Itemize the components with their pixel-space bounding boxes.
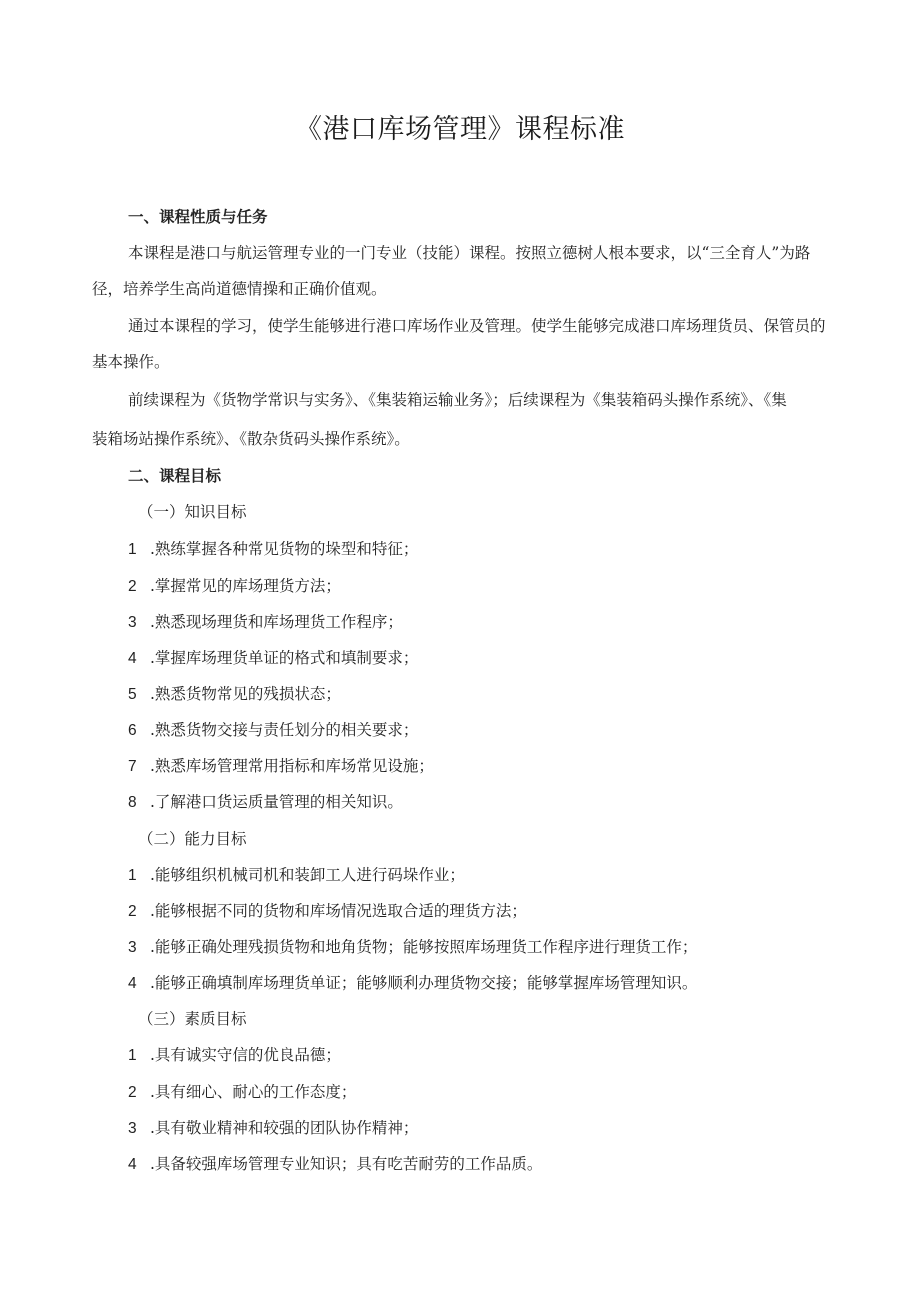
list-item: 4 .具备较强库场管理专业知识；具有吃苦耐劳的工作品质。 [128,1155,543,1173]
paragraph-line: 基本操作。 [92,353,170,371]
document-title: 《港口库场管理》课程标准 [295,114,625,145]
list-item: 2 .能够根据不同的货物和库场情况选取合适的理货方法； [128,902,527,920]
list-item: 8 .了解港口货运质量管理的相关知识。 [128,793,403,811]
list-item: 2 .具有细心、耐心的工作态度； [128,1083,357,1101]
list-item: 1 .熟练掌握各种常见货物的垛型和特征； [128,540,419,558]
list-item: 1 .具有诚实守信的优良品德； [128,1046,341,1064]
subsection-heading-knowledge: （一）知识目标 [138,503,247,521]
paragraph-line: 前续课程为《货物学常识与实务》、《集装箱运输业务》；后续课程为《集装箱码头操作系统》、《集 [128,391,787,409]
paragraph-line: 本课程是港口与航运管理专业的一门专业（技能）课程。按照立德树人根本要求，以“三全育人”为路 [128,244,811,262]
list-item: 2 .掌握常见的库场理货方法； [128,577,341,595]
paragraph-line: 装箱场站操作系统》、《散杂货码头操作系统》。 [92,430,410,448]
list-item: 1 .能够组织机械司机和装卸工人进行码垛作业； [128,866,465,884]
paragraph-line: 径，培养学生高尚道德情操和正确价值观。 [92,280,387,298]
list-item: 3 .能够正确处理残损货物和地角货物；能够按照库场理货工作程序进行理货工作； [128,938,698,956]
list-item: 5 .熟悉货物常见的残损状态； [128,685,341,703]
list-item: 4 .掌握库场理货单证的格式和填制要求； [128,649,419,667]
subsection-heading-quality: （三）素质目标 [138,1010,247,1028]
subsection-heading-ability: （二）能力目标 [138,830,247,848]
section-heading: 一、课程性质与任务 [128,207,268,226]
section-heading: 二、课程目标 [128,466,222,485]
paragraph-line: 通过本课程的学习，使学生能够进行港口库场作业及管理。使学生能够完成港口库场理货员、保管员的 [128,317,826,335]
list-item: 7 .熟悉库场管理常用指标和库场常见设施； [128,757,434,775]
list-item: 6 .熟悉货物交接与责任划分的相关要求； [128,721,419,739]
list-item: 4 .能够正确填制库场理货单证；能够顺利办理货物交接；能够掌握库场管理知识。 [128,974,698,992]
list-item: 3 .具有敬业精神和较强的团队协作精神； [128,1119,419,1137]
list-item: 3 .熟悉现场理货和库场理货工作程序； [128,613,403,631]
